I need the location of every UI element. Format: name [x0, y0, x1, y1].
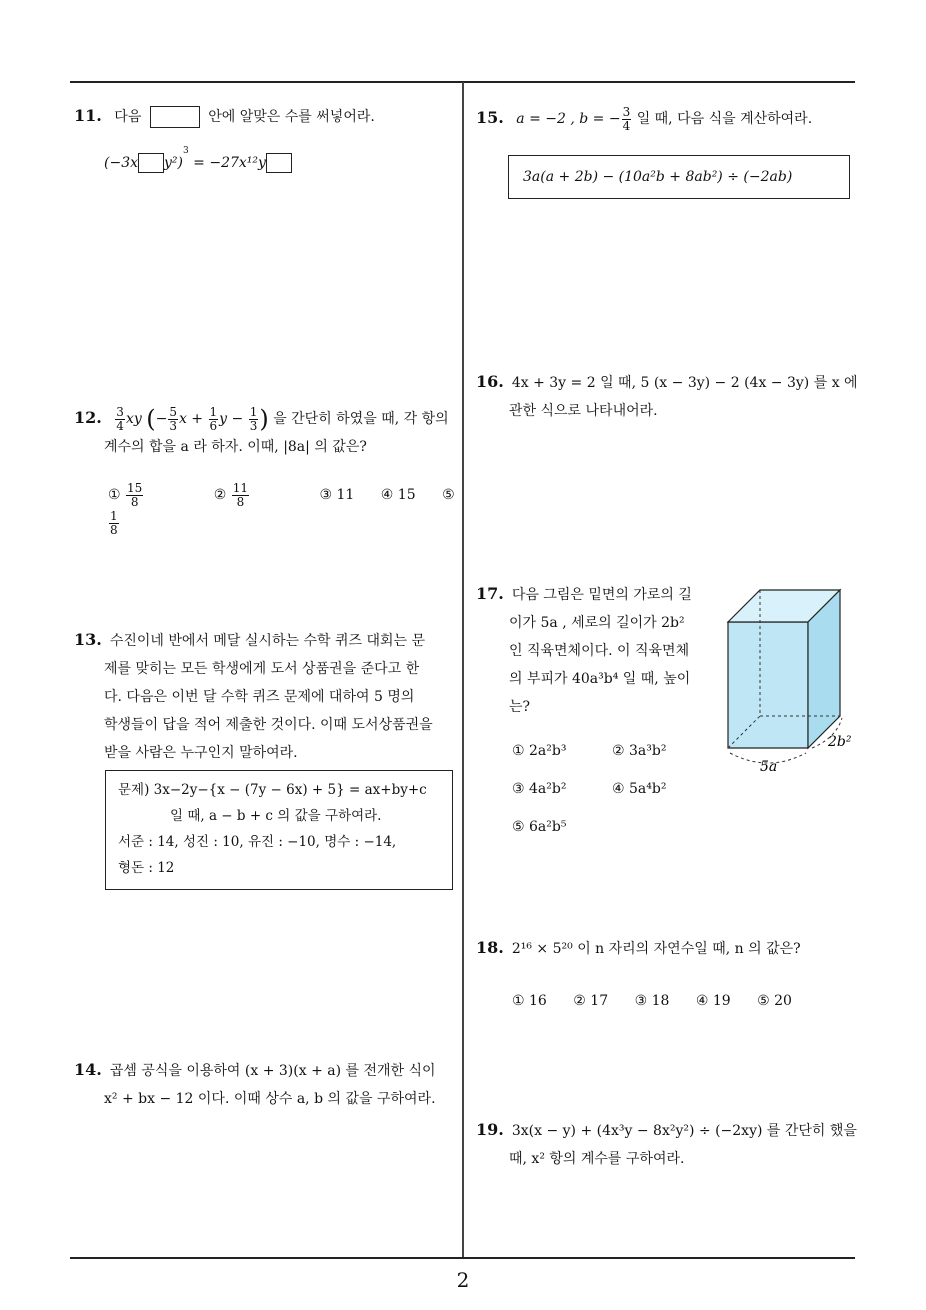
question-number: 16.: [476, 372, 504, 391]
question-16: [476, 368, 861, 425]
fraction: $\frac{3}{4}$: [116, 404, 124, 433]
question-15: [476, 104, 856, 133]
question-line: 인 직육면체이다. 이 직육면체: [509, 643, 690, 659]
answer-blank[interactable]: [150, 106, 200, 128]
choice-5[interactable]: ⑤ 20: [757, 993, 792, 1009]
question-number: 15.: [476, 108, 504, 127]
question-12: 12. $\frac{3}{4}$ xy (− $\frac{5}{3}$ x + $\frac{1}{6}$ y − $\frac{1}{3}$ ) 을 간단히 하였을 때, 각 항의 계수의 합을 a 라 하자. 이때, |8a| 의 값은? ① $\frac{15}{8}$ ② $\frac{11}{8}$ ③ 11 ④ 15 ⑤ $\frac{1}{8}$: [74, 404, 459, 537]
question-line: 제를 맞히는 모든 학생에게 도서 상품권을 준다고 한: [104, 661, 420, 677]
question-line: 이가 5a , 세로의 길이가 2b²: [509, 615, 685, 631]
question-text: 안에 알맞은 수를 써넣어라.: [208, 109, 375, 125]
equation-part: y²): [164, 155, 183, 171]
question-text: 2¹⁶ × 5²⁰ 이 n 자리의 자연수일 때, n 의 값은?: [511, 941, 801, 957]
question-number: 19.: [476, 1120, 504, 1139]
cuboid-figure: [718, 578, 863, 778]
question-number: 13.: [74, 630, 102, 649]
question-line: 수진이네 반에서 메달 실시하는 수학 퀴즈 대회는 문: [109, 633, 425, 649]
question-text: 계수의 합을 a 라 하자. 이때, |8a| 의 값은?: [104, 439, 367, 455]
choice-2[interactable]: ② $\frac{11}{8}$: [213, 480, 249, 509]
question-line: 다. 다음은 이번 달 수학 퀴즈 문제에 대하여 5 명의: [104, 689, 415, 705]
answer-blank[interactable]: [266, 153, 292, 173]
question-line: 3x(x − y) + (4x³y − 8x²y²) ÷ (−2xy) 를 간단히 했을: [511, 1123, 857, 1139]
question-line: 곱셈 공식을 이용하여 (x + 3)(x + a) 를 전개한 식이: [109, 1063, 436, 1079]
question-number: 12.: [74, 408, 102, 427]
question-13: [74, 626, 459, 767]
condition: a = −2 , b = −: [516, 111, 621, 127]
fraction: $\frac{5}{3}$: [169, 404, 177, 433]
page-number: 2: [456, 1268, 470, 1292]
box-line: 일 때, a − b + c 의 값을 구하여라.: [170, 808, 382, 824]
expression-box: [508, 155, 850, 199]
question-text: 일 때, 다음 식을 계산하여라.: [636, 111, 813, 127]
question-line: 다음 그림은 밑면의 가로의 길: [511, 587, 692, 603]
choice-3[interactable]: ③ 11: [319, 487, 355, 503]
question-19: [476, 1116, 866, 1173]
answer-blank[interactable]: [138, 153, 164, 173]
equation-part: = −27x¹²y: [193, 155, 266, 171]
width-label: 5a: [760, 759, 778, 775]
question-17: [476, 580, 721, 721]
choice-1[interactable]: ① 16: [512, 993, 547, 1009]
bottom-rule: [70, 1257, 855, 1259]
question-line: 학생들이 답을 적어 제출한 것이다. 이때 도서상품권을: [104, 717, 433, 733]
choice-4[interactable]: ④ 15: [380, 487, 416, 503]
question-line: 받을 사람은 누구인지 말하여라.: [104, 745, 298, 761]
question-18: [476, 934, 861, 1015]
question-line: 는?: [509, 699, 531, 715]
depth-label: 2b²: [828, 734, 852, 750]
question-number: 11.: [74, 106, 102, 125]
question-text: 다음: [114, 109, 142, 125]
fraction: $\frac{3}{4}$: [622, 104, 631, 133]
problem-box: [105, 770, 453, 890]
question-11: [74, 102, 454, 177]
expression: xy: [125, 411, 142, 427]
choices: [512, 732, 732, 846]
question-number: 14.: [74, 1060, 102, 1079]
choices: [476, 987, 861, 1015]
column-divider: [462, 82, 464, 1258]
question-line: 4x + 3y = 2 일 때, 5 (x − 3y) − 2 (4x − 3y) 를 x 에: [511, 375, 858, 391]
question-number: 18.: [476, 938, 504, 957]
question-14: [74, 1056, 459, 1113]
choice-2[interactable]: ② 3a³b²: [612, 743, 667, 759]
equation: [74, 137, 454, 177]
question-text: 을 간단히 하였을 때, 각 항의: [273, 411, 449, 427]
fraction: $\frac{1}{3}$: [249, 404, 258, 433]
question-line: 의 부피가 40a³b⁴ 일 때, 높이: [509, 671, 691, 687]
question-number: 17.: [476, 584, 504, 603]
question-line: 때, x² 항의 계수를 구하여라.: [509, 1151, 685, 1167]
exponent: 3: [182, 146, 189, 156]
expression: 3a(a + 2b) − (10a²b + 8ab²) ÷ (−2ab): [523, 169, 793, 185]
choice-5[interactable]: ⑤ $\frac{1}{8}$: [110, 487, 455, 537]
box-line: 서준 : 14, 성진 : 10, 유진 : −10, 명수 : −14,: [118, 834, 397, 850]
choice-3[interactable]: ③ 4a²b²: [512, 781, 567, 797]
box-line: 문제) 3x−2y−{x − (7y − 6x) + 5} = ax+by+c: [118, 782, 427, 798]
choice-4[interactable]: ④ 5a⁴b²: [612, 781, 667, 797]
choice-2[interactable]: ② 17: [573, 993, 609, 1009]
choice-1[interactable]: ① 2a²b³: [512, 743, 567, 759]
choices: [74, 481, 459, 537]
question-line: x² + bx − 12 이다. 이때 상수 a, b 의 값을 구하여라.: [104, 1091, 436, 1107]
question-line: 관한 식으로 나타내어라.: [509, 403, 658, 419]
choice-4[interactable]: ④ 19: [695, 993, 731, 1009]
fraction: $\frac{1}{6}$: [209, 404, 218, 433]
box-line: 형돈 : 12: [118, 860, 175, 876]
choice-5[interactable]: ⑤ 6a²b⁵: [512, 819, 567, 835]
choice-1[interactable]: ① $\frac{15}{8}$: [108, 480, 143, 509]
equation-part: (−3x: [104, 155, 138, 171]
choice-3[interactable]: ③ 18: [634, 993, 670, 1009]
